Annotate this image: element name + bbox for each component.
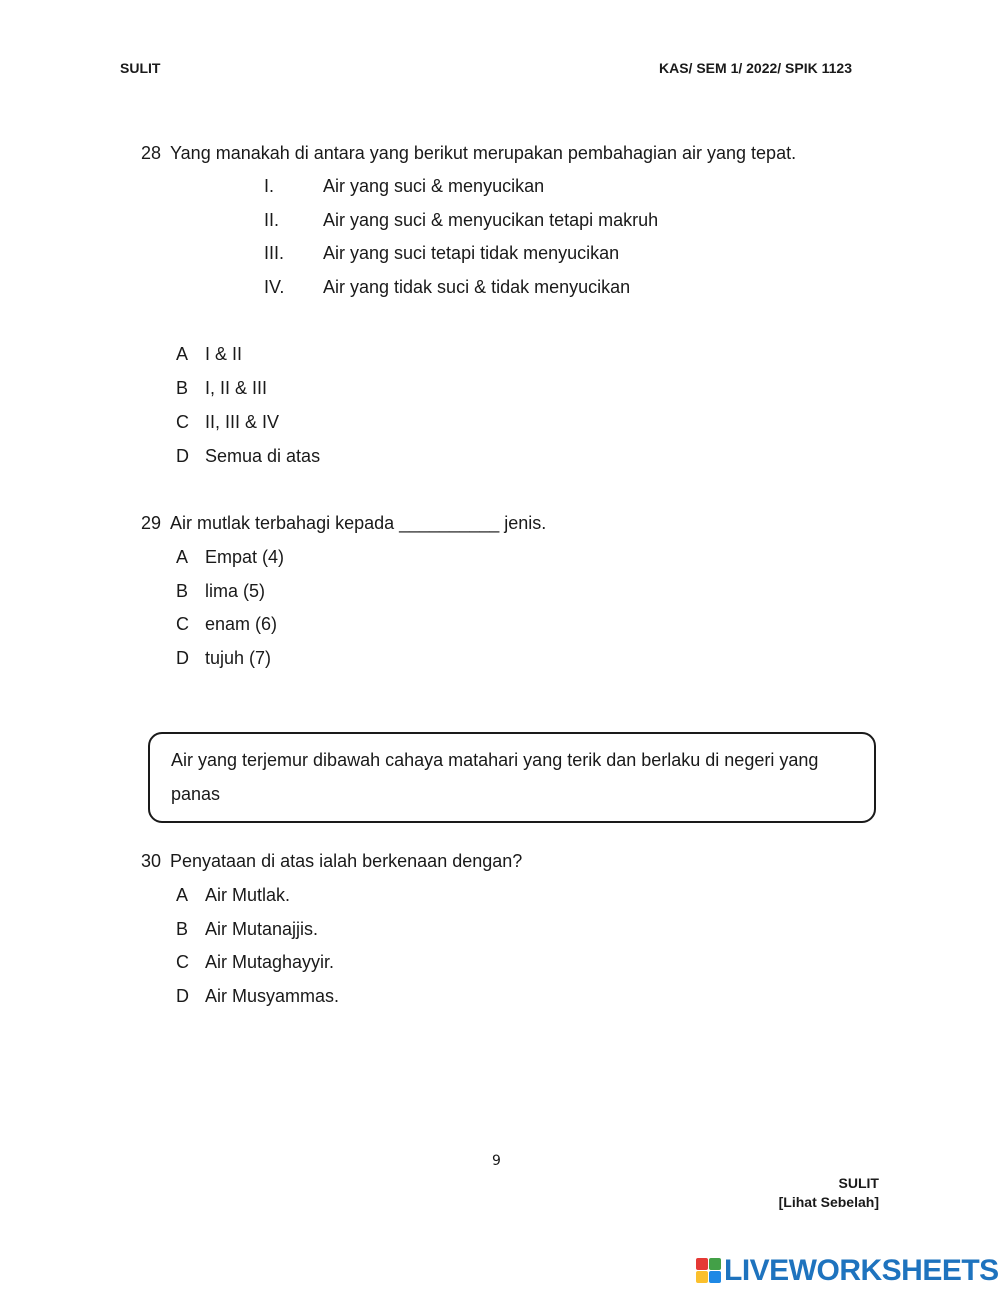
option-letter: B — [176, 919, 189, 939]
statement-numeral: I. — [264, 176, 275, 196]
option-text: lima (5) — [205, 581, 266, 601]
option-text: tujuh (7) — [205, 648, 272, 668]
option-text: Air Mutlak. — [205, 885, 291, 905]
header-left: SULIT — [120, 60, 161, 76]
liveworksheets-icon — [696, 1258, 722, 1284]
option-letter: D — [176, 446, 189, 466]
option-letter: C — [176, 952, 189, 972]
option-text: Semua di atas — [205, 446, 321, 466]
statement-box-line-1: Air yang terjemur dibawah cahaya matahari yang terik dan berlaku di negeri yang — [171, 750, 819, 770]
statement-numeral: IV. — [264, 277, 285, 297]
option-text: I, II & III — [205, 378, 268, 398]
statement-numeral: III. — [264, 243, 285, 263]
option-text: Air Musyammas. — [205, 986, 340, 1006]
option-letter: B — [176, 581, 189, 601]
option-text: Empat (4) — [205, 547, 285, 567]
option-letter: A — [176, 885, 189, 905]
header-right: KAS/ SEM 1/ 2022/ SPIK 1123 — [659, 60, 852, 76]
question-number: 30 — [141, 851, 162, 871]
question-text: Yang manakah di antara yang berikut merupakan pembahagian air yang tepat. — [170, 143, 797, 163]
question-number: 28 — [141, 143, 162, 163]
statement-text: Air yang suci & menyucikan — [323, 176, 545, 196]
footer-sulit: SULIT — [838, 1175, 879, 1191]
statement-box — [148, 732, 876, 823]
statement-numeral: II. — [264, 210, 280, 230]
option-letter: C — [176, 412, 189, 432]
option-text: II, III & IV — [205, 412, 280, 432]
option-letter: D — [176, 648, 189, 668]
logo-square-icon — [696, 1258, 708, 1270]
liveworksheets-logo-text: LIVEWORKSHEETS — [724, 1254, 999, 1287]
option-letter: D — [176, 986, 189, 1006]
option-text: Air Mutaghayyir. — [205, 952, 335, 972]
option-letter: A — [176, 344, 189, 364]
option-letter: B — [176, 378, 189, 398]
option-text: Air Mutanajjis. — [205, 919, 319, 939]
option-text: enam (6) — [205, 614, 278, 634]
question-text: Air mutlak terbahagi kepada __________ jenis. — [170, 513, 547, 533]
logo-square-icon — [696, 1271, 708, 1283]
option-letter: C — [176, 614, 189, 634]
option-text: I & II — [205, 344, 243, 364]
page-number: 9 — [492, 1153, 501, 1169]
statement-text: Air yang suci & menyucikan tetapi makruh — [323, 210, 659, 230]
option-letter: A — [176, 547, 189, 567]
logo-square-icon — [709, 1271, 721, 1283]
statement-text: Air yang suci tetapi tidak menyucikan — [323, 243, 620, 263]
logo-square-icon — [709, 1258, 721, 1270]
statement-box-line-2: panas — [171, 784, 221, 804]
footer-note: [Lihat Sebelah] — [778, 1194, 879, 1210]
statement-text: Air yang tidak suci & tidak menyucikan — [323, 277, 631, 297]
question-number: 29 — [141, 513, 162, 533]
question-text: Penyataan di atas ialah berkenaan dengan? — [170, 851, 523, 871]
